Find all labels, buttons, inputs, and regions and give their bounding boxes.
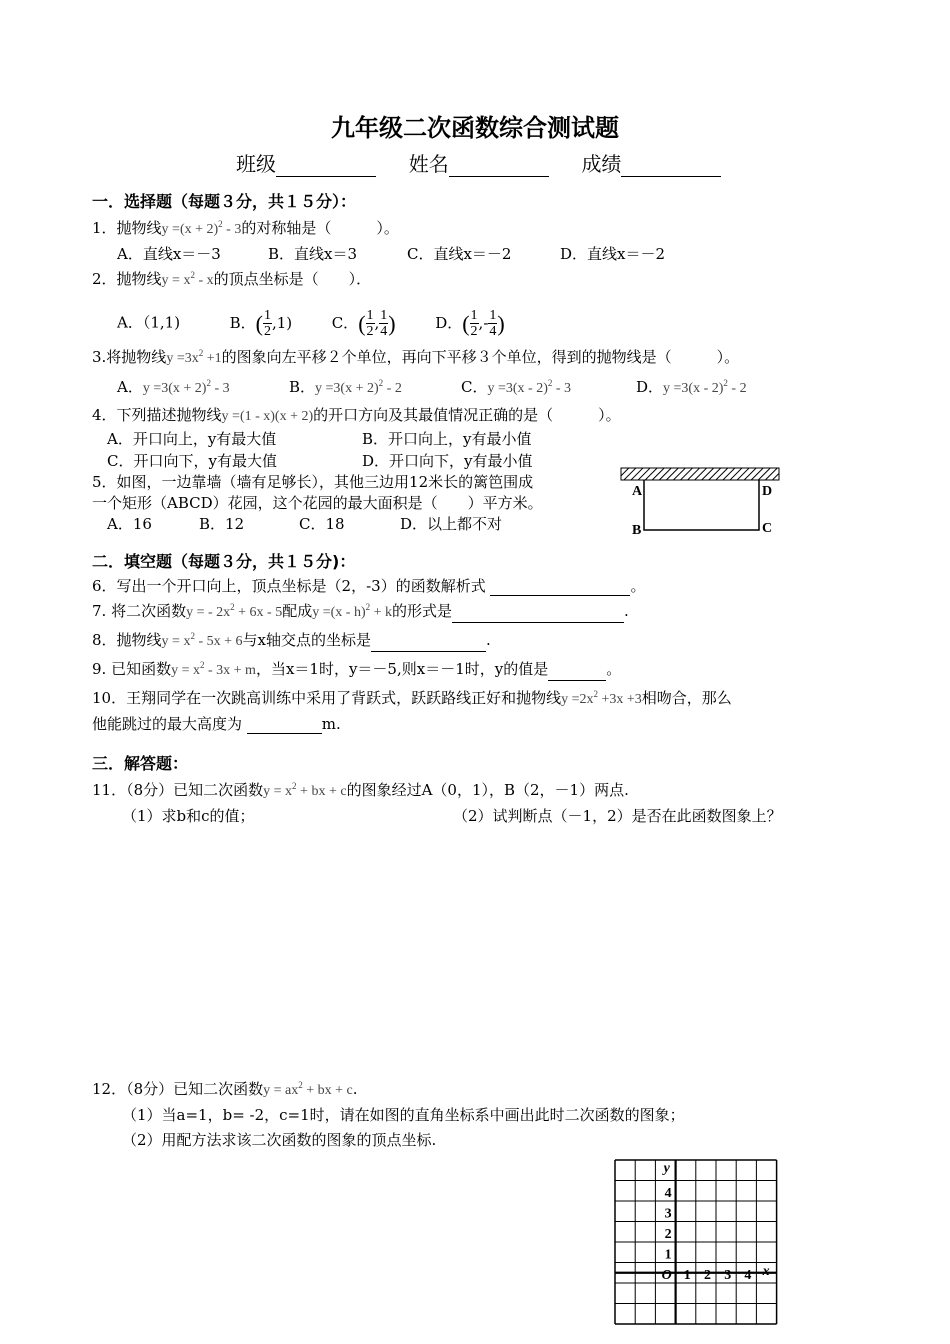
x-axis-label: x (762, 1263, 770, 1279)
q12-sub1: （1）当a=1，b= -2，c=1时，请在如图的直角坐标系中画出此时二次函数的图象； (122, 1106, 685, 1124)
q12-sub2: （2）用配方法求该二次函数的图象的顶点坐标. (122, 1131, 437, 1149)
section3-heading: 三．解答题： (92, 754, 189, 773)
q5-option-d: D．以上都不对 (400, 515, 503, 533)
score-label: 成绩 (581, 152, 622, 176)
q9-answer-blank[interactable] (548, 664, 606, 681)
q5-line1: 5．如图，一边靠墙（墙有足够长），其他三边用12米长的篱笆围成 (92, 473, 534, 491)
q1-stem: 1．抛物线$y =(x + 2)^2 - 3$的对称轴是（ ）。 (92, 219, 399, 237)
q1-option-c: C．直线x＝－2 (407, 245, 512, 263)
coordinate-grid[interactable] (612, 1156, 780, 1328)
y-tick-label: 4 (664, 1185, 672, 1201)
q1-option-d: D．直线x＝－2 (560, 245, 666, 263)
q10-line2: 他能跳过的最大高度为 m. (92, 715, 341, 733)
fence-rectangle (644, 480, 759, 530)
q7-answer-blank[interactable] (452, 606, 624, 623)
q3-option-a: A．$y =3(x + 2)^2 - 3$ (117, 378, 230, 396)
label-b: B (632, 523, 642, 538)
origin-label: O (661, 1267, 672, 1283)
student-info (236, 148, 721, 177)
q6-answer-blank[interactable] (490, 579, 630, 596)
page-title: 九年级二次函数综合测试题 (331, 114, 619, 142)
class-blank[interactable] (276, 156, 376, 177)
wall-hatch (621, 468, 779, 480)
name-label: 姓名 (408, 152, 449, 176)
q2-option-a: A．（1,1) (117, 313, 181, 332)
q4-option-b: B．开口向上，y有最小值 (362, 430, 532, 448)
garden-figure (618, 464, 788, 539)
q8-answer-blank[interactable] (371, 635, 486, 652)
q4-option-d: D．开口向下，y有最小值 (362, 452, 533, 470)
q2-option-b: B．( $\frac{1}{2}$ ,1) (229, 308, 293, 339)
x-tick-label: 4 (744, 1267, 752, 1283)
score-blank[interactable] (621, 156, 721, 177)
label-a: A (632, 484, 643, 499)
q10-line1: 10．王翔同学在一次跳高训练中采用了背跃式，跃跃路线正好和抛物线$y =2x^2 +3x +3$相吻合，那么 (92, 689, 732, 707)
q4-option-c: C．开口向下，y有最大值 (107, 452, 277, 470)
q2-options (117, 308, 505, 339)
label-c: C (762, 521, 773, 536)
y-tick-label: 2 (664, 1226, 672, 1242)
q5-line2: 一个矩形（ABCD）花园，这个花园的最大面积是（ ）平方米。 (92, 494, 543, 512)
q6: 6．写出一个开口向上，顶点坐标是（2，-3）的函数解析式 。 (92, 577, 646, 595)
y-axis-label: y (663, 1161, 670, 1176)
q2-stem: 2．抛物线$y = x^2 - x$的顶点坐标是（ ）． (92, 270, 372, 288)
name-blank[interactable] (449, 156, 549, 177)
label-d: D (762, 484, 773, 499)
q2-option-d: D．( $\frac{1}{2}$ ,- $\frac{1}{4}$ ) (435, 308, 505, 339)
q3-option-c: C．y =3(x - 2)$^2$ - 3 (461, 378, 572, 396)
q5-option-a: A．16 (107, 515, 152, 533)
q9: 9. 已知函数$y = x^2 - 3x + m$，当x＝1时，y＝－5,则x＝－1时，y的值是 。 (92, 659, 621, 681)
section1-heading: 一．选择题（每题３分，共１５分）： (92, 192, 357, 211)
x-tick-label: 2 (704, 1267, 711, 1283)
y-tick-label: 3 (664, 1206, 672, 1222)
q5-option-c: C．18 (299, 515, 345, 533)
q1-option-b: B．直线x＝3 (268, 245, 358, 263)
q3-option-d: D．y =3(x - 2)$^2$ - 2 (636, 378, 747, 396)
x-tick-label: 3 (724, 1267, 732, 1283)
section2-heading: 二．填空题（每题３分，共１５分)： (92, 552, 356, 571)
x-tick-label: 1 (683, 1267, 691, 1283)
q4-stem: 4．下列描述抛物线y =(1 - x)(x + 2)的开口方向及其最值情况正确的是（ ）。 (92, 406, 621, 424)
q4-option-a: A．开口向上，y有最大值 (107, 430, 277, 448)
q10-answer-blank[interactable] (247, 717, 322, 734)
q3-option-b: B．$y =3(x + 2)^2 - 2$ (289, 378, 402, 396)
q12-stem: 12．（8分）已知二次函数$y = ax^2$ + bx + c. (92, 1080, 358, 1098)
y-tick-label: 1 (664, 1247, 672, 1263)
q11-sub1: （1）求b和c的值； (122, 807, 255, 825)
q7: 7. 将二次函数y = - $2x^2 + 6x - 5$配成y =(x - h)$^2$ + k的形式是 . (92, 601, 629, 623)
q5-option-b: B．12 (199, 515, 245, 533)
q1-option-a: A．直线x＝－3 (117, 245, 221, 263)
q11-stem: 11．（8分）已知二次函数$y = x^2$ + bx + c的图象经过A（0，1），B（2，－1）两点. (92, 781, 629, 799)
q11-sub2: （2）试判断点（－1，2）是否在此函数图象上？ (453, 807, 782, 825)
class-label: 班级 (236, 152, 276, 176)
q8: 8．抛物线$y = x^2 - 5x + 6$与x轴交点的坐标是 . (92, 630, 491, 652)
q2-option-c: C．( $\frac{1}{2}$ , $\frac{1}{4}$ ) (331, 308, 396, 339)
q3-stem: 3.将抛物线$y =3x^2 +1$的图象向左平移２个单位，再向下平移３个单位，得到的抛物线是（ ）。 (92, 348, 740, 366)
